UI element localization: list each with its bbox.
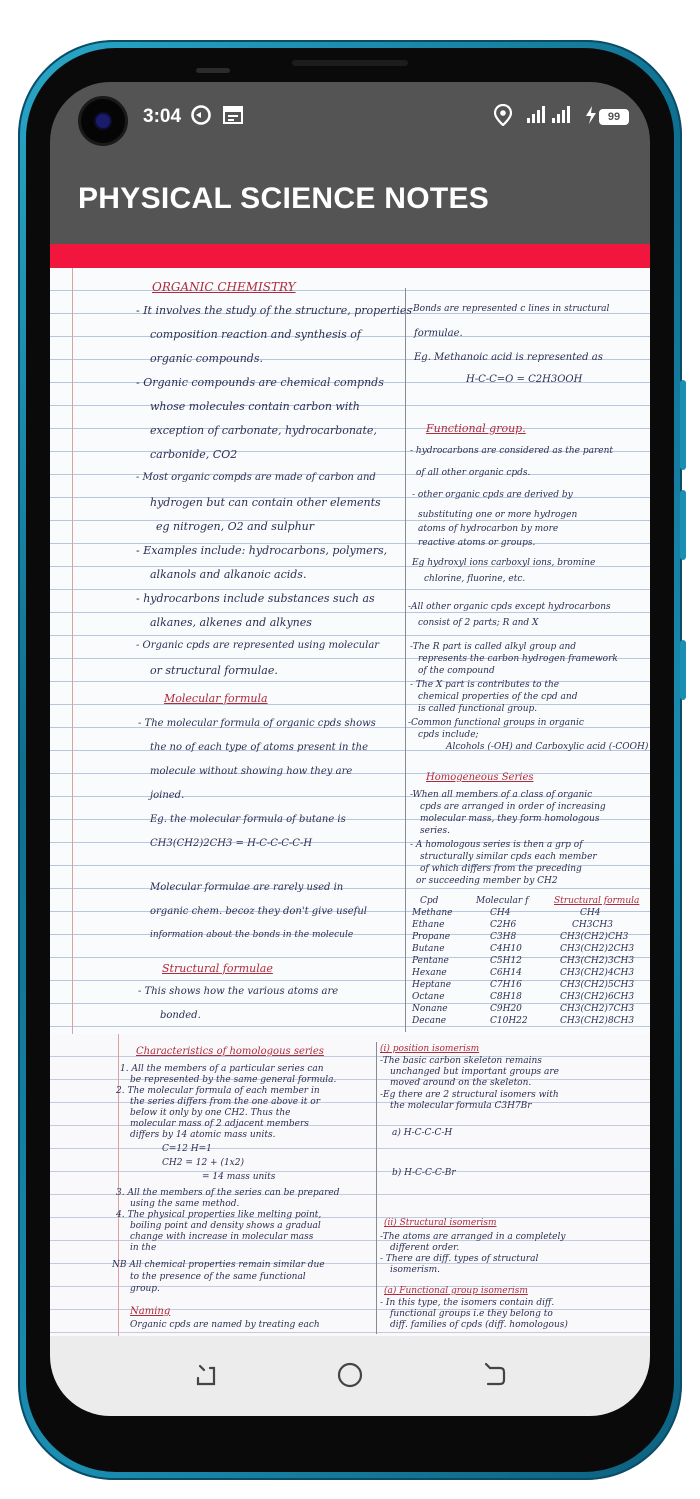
molecular-heading: Molecular formula <box>164 692 268 705</box>
status-time: 3:04 <box>143 106 182 127</box>
structural-heading: Structural formulae <box>162 962 273 975</box>
calendar-icon <box>222 104 244 131</box>
navigation-bar <box>50 1336 650 1416</box>
phone-screen <box>50 82 650 1416</box>
back-button[interactable] <box>480 1360 510 1390</box>
characteristics-heading: Characteristics of homologous series <box>136 1046 324 1057</box>
battery-level: 99 <box>607 111 621 123</box>
charging-icon <box>584 105 598 130</box>
signal-icon <box>526 104 574 129</box>
camera-icon <box>78 96 128 146</box>
notes-page-1: ORGANIC CHEMISTRY - It involves the study of the structure, properties composition reaction and synthesis of organic compounds. - Organic compounds are chemical compnds whose molecules contain carbon with exception of carbonate, hydrocarbonate, carbonide, CO2 - Most organic compds are made of carbon and hydrogen but can contain other elements eg nitrogen, O2 and sulphur - Examples include: hydrocarbons, polymers, alkanols and alkanoic acids. - hydrocarbons include substances such as alkanes, alkenes and alkynes - Organic cpds are represented using molecular or structural formulae. Molecular formula - The molecular formula of organic cpds shows the no of each type of atoms present in the molecule without showing how they are joined. Eg. the molecular formula of butane is CH3(CH2)2CH3 = H-C-C-C-C-H Molecular formulae are rarely used in organic chem. becoz they don't give useful information about the bonds in the molecule Structural formulae - This shows how the various atoms are bonded. -Bonds are represented c lines in structural formulae. Eg. Methanoic acid is represented as H-C-C=O = C2H3OOH Functional group. - hydrocarbons are considered as the parent of all other organic cpds. - other organic cpds are derived by substituting one or more hydrogen atoms of hydrocarbon by more reactive atoms or groups. Eg hydroxyl ions carboxyl ions, bromine chlorine, fluorine, etc. -All other organic cpds except hydrocarbons consist of 2 parts; R and X -The R part is called alkyl group and represents the carbon hydrogen framework of the compound - The X part is contributes to the chemical properties of the cpd and is called functional group. -Common functional groups in organic cpds include; Alcohols (-OH) and Carboxylic acid (-COOH) Homogeneous Series -When all members of a class of organic cpds are arranged in order of increasing molecular mass, they form homologous series. - A homologous series is then a grp of structurally similar cpds each member of which differs from the preceding or succeeding member by CH2 Cpd Molecular f Structural formula Methane CH4 CH4 Ethane C2H6 CH3CH3 Propane C3H8 CH3(CH2)CH3 Butane C4H10 CH3(CH2)2CH3 Pentane C5H12 CH3(CH2)3CH3 Hexane C6H14 CH3(CH2)4CH3 Heptane C7H16 CH3(CH2)5CH3 Octane C8H18 CH3(CH2)6CH3 Nonane C9H20 CH3(CH2)7CH3 Decane C10H22 CH3(CH2)8CH3 <box>50 268 650 1034</box>
notes-image[interactable] <box>50 268 650 1336</box>
location-icon <box>494 104 512 131</box>
table-header: Structural formula <box>554 896 640 906</box>
column-divider <box>405 288 406 1032</box>
volume-button <box>680 380 686 470</box>
earpiece-speaker <box>292 60 408 66</box>
status-bar <box>50 82 650 160</box>
accent-strip <box>50 244 650 268</box>
battery-icon <box>599 109 629 125</box>
column-divider <box>376 1042 377 1334</box>
recent-apps-icon <box>190 1360 220 1390</box>
page-title: PHYSICAL SCIENCE NOTES <box>78 182 490 215</box>
proximity-sensor <box>196 68 230 73</box>
back-icon <box>480 1360 510 1390</box>
table-header: Molecular f <box>476 896 529 906</box>
functional-group-heading: Functional group. <box>426 422 526 435</box>
home-icon <box>335 1360 365 1390</box>
homologous-heading: Homogeneous Series <box>426 772 534 783</box>
power-button <box>680 490 686 560</box>
notes-page-2: Characteristics of homologous series 1. All the members of a particular series can be represented by the same general formula. 2. The molecular formula of each member in the series differs from the one above it or below it only by one CH2. Thus the molecular mass of 2 adjacent members differs by 14 atomic mass units. C=12 H=1 CH2 = 12 + (1x2) = 14 mass units 3. All the members of the series can be prepared using the same method. 4. The physical properties like melting point, boiling point and density shows a gradual change with increase in molecular mass in the NB All chemical properties remain similar due to the presence of the same functional group. Naming Organic cpds are named by treating each (i) position isomerism -The basic carbon skeleton remains unchanged but important groups are moved around on the skeleton. -Eg there are 2 structural isomers with the molecular formula C3H7Br a) H-C-C-C-H b) H-C-C-C-Br (ii) Structural isomerism -The atoms are arranged in a completely different order. - There are diff. types of structural isomerism. (a) Functional group isomerism - In this type, the isomers contain diff. functional groups i.e they belong to diff. families of cpds (diff. homologous) <box>50 1034 650 1336</box>
app-bar <box>50 160 650 244</box>
notes-heading: ORGANIC CHEMISTRY <box>152 280 296 294</box>
table-header: Cpd <box>420 896 439 906</box>
home-button[interactable] <box>335 1360 365 1390</box>
side-key <box>680 640 686 700</box>
recent-apps-button[interactable] <box>190 1360 220 1390</box>
do-not-disturb-icon <box>190 104 212 131</box>
